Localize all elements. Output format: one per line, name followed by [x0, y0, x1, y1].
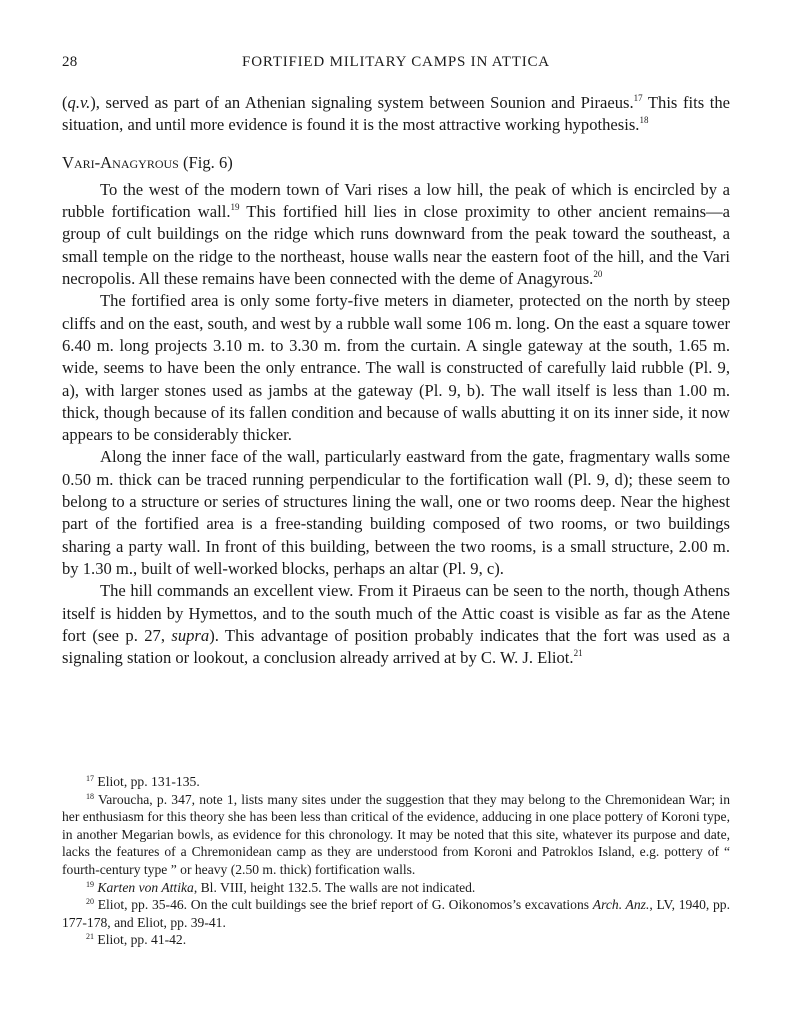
italic-text: supra [171, 625, 210, 645]
footnote-21: $^{21}$ Eliot, pp. 41-42. [86, 932, 187, 948]
footnote-number: 18 [86, 791, 94, 801]
footnote-number: 21 [86, 932, 94, 942]
footnote-number: 19 [86, 879, 94, 889]
page-header [62, 54, 730, 76]
footnote-ref-18[interactable]: 18 [639, 115, 649, 126]
page-number: 28 [62, 54, 78, 70]
italic-text: q.v. [67, 93, 91, 112]
footnote-ref-19[interactable]: 19 [230, 202, 240, 213]
footnote-20: $^{20}$ Eliot, pp. 35-46. On the cult buildings see the brief report of G. Oikonomos’s excavations Arch. Anz., LV, 1940, pp. 177-178, and Eliot, pp. 39-41. [62, 897, 730, 930]
section-heading [62, 152, 730, 174]
section-heading-name: Vari-Anagyrous [62, 152, 179, 172]
paragraph-1: To the west of the modern town of Vari rises a low hill, the peak of which is encircled by a rubble fortification wall.$^{19}$ This fortified hill lies in close proximity to other ancient remains—a group of cult buildings on the ridge which runs downward from the peak toward the southeast, a small temple on the ridge to the northeast, house walls near the eastern foot of the hill, and the Vari necropolis. All these remains have been connected with the deme of Anagyrous.$^{20}$ [62, 179, 731, 289]
paragraph-2: The fortified area is only some forty-five meters in diameter, protected on the north by steep cliffs and on the east, south, and west by a rubble wall some 106 m. long. On the east a square tower 6.40 m. long projects 3.10 m. to 3.30 m. from the curtain. A single gateway at the south, 1.65 m. wide, seems to have been the only entrance. The wall is constructed of carefully laid rubble (Pl. 9, a), with larger stones used as jambs at the gateway (Pl. 9, b). The wall itself is less than 1.00 m. thick, though because of its fallen condition and because of walls abutting it on its inner side, it now appears to be considerably thicker. [62, 291, 730, 445]
footnote-ref-20[interactable]: 20 [593, 269, 603, 280]
paragraph-4: The hill commands an excellent view. From it Piraeus can be seen to the north, though Athens itself is hidden by Hymettos, and to the south much of the Attic coast is visible as far as the Atene fort (see p. 27, supra). This advantage of position probably indicates that the fort was used as a signaling station or lookout, a conclusion already arrived at by C. W. J. Eliot.$^{21}$ [62, 581, 730, 668]
figure-reference: (Fig. 6) [178, 152, 233, 172]
footnotes [62, 773, 730, 949]
italic-journal: Arch. Anz. [592, 897, 650, 913]
footnote-number: 17 [86, 774, 94, 783]
italic-title: Karten von Attika [97, 879, 194, 895]
footnote-17: $^{17}$ Eliot, pp. 131-135. [86, 774, 200, 789]
paragraph-3: Along the inner face of the wall, particularly eastward from the gate, fragmentary walls some 0.50 m. thick can be traced running perpendicular to the fortification wall (Pl. 9, d); these seem to belong to a structure or series of structures lining the wall, one or two rooms deep. Near the highest part of the fortified area is a free-standing building composed of two rooms, or two buildings sharing a party wall. In front of this building, between the two rooms, is a small structure, 2.00 m. by 1.30 m., built of well-worked blocks, perhaps an altar (Pl. 9, c). [62, 447, 730, 578]
footnote-19: $^{19}$ Karten von Attika, Bl. VIII, height 132.5. The walls are not indicated. [86, 879, 476, 895]
footnote-ref-17[interactable]: 17 [633, 93, 643, 103]
footnote-18: $^{18}$ Varoucha, p. 347, note 1, lists many sites under the suggestion that they may belong to the Chremonidean War; in her enthusiasm for this theory she has been less than critical of the evidence, adducing in one place pottery of Koroni type, in another Megarian bowls, as evidence for this chronology. It may be noted that this site, whatever its purpose and date, lacks the features of a Chremonidean camp as they are understood from Koroni and Patroklos Island, e.g. pottery of “ fourth-century type ” or heavy (2.50 m. thick) fortification walls. [62, 791, 730, 877]
footnote-ref-21[interactable]: 21 [573, 648, 583, 659]
main-text [62, 92, 730, 669]
running-title: FORTIFIED MILITARY CAMPS IN ATTICA [242, 54, 550, 70]
paragraph-continuation: (q.v.), served as part of an Athenian signaling system between Sounion and Piraeus.$^{17}$ This fits the situation, and until more evidence is found it is the most attractive working hypothesis.$^{18}$ [62, 93, 730, 135]
footnote-number: 20 [86, 897, 94, 907]
